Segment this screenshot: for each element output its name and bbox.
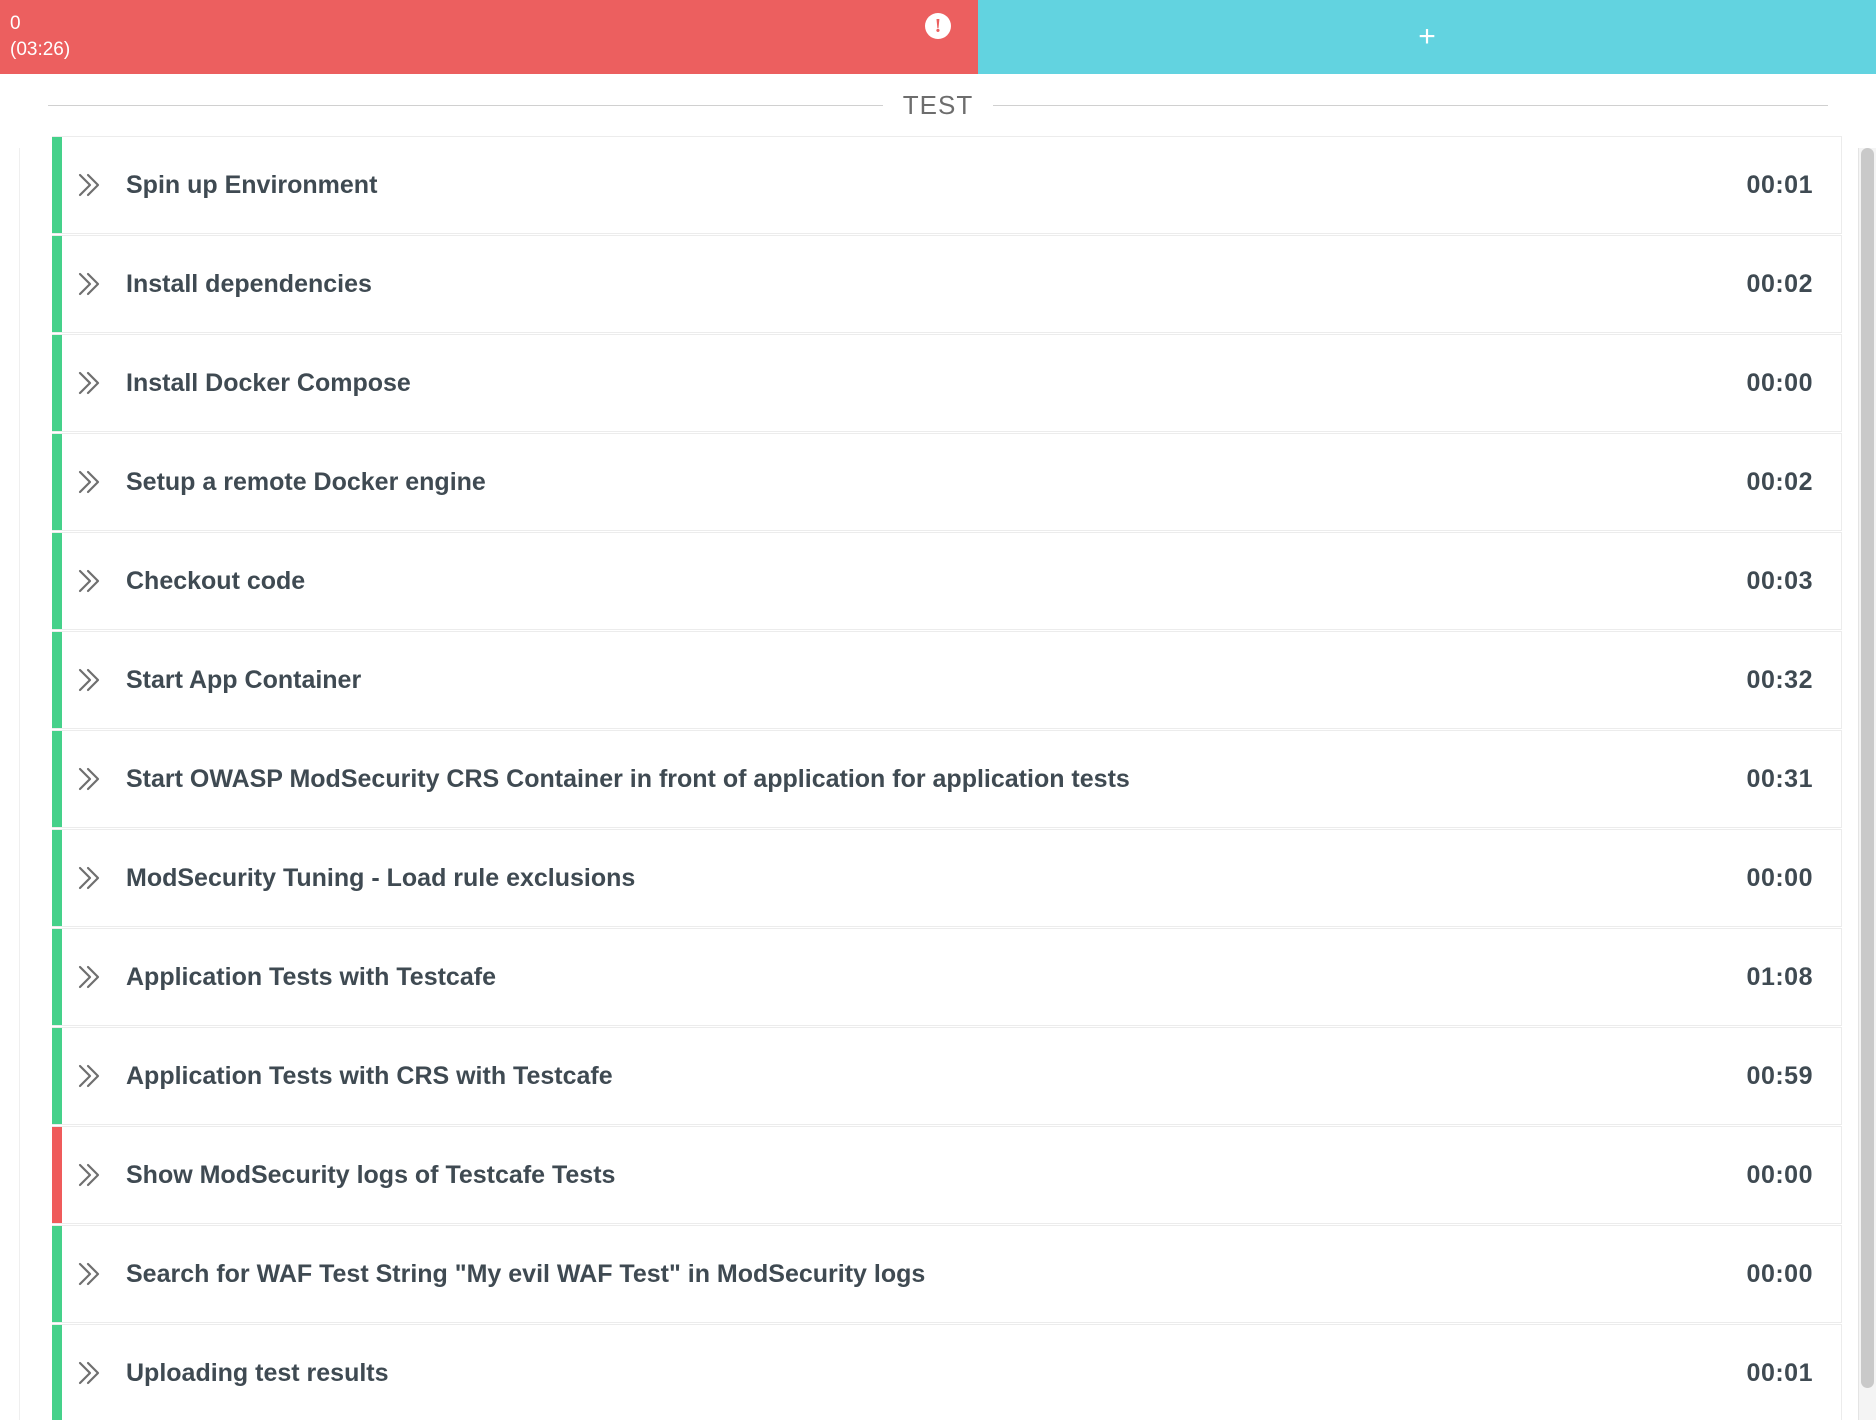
step-row[interactable] <box>52 532 1842 630</box>
step-status-indicator <box>52 335 62 431</box>
step-duration: 00:00 <box>1746 1160 1813 1189</box>
step-duration: 01:08 <box>1746 962 1813 991</box>
chevron-right-icon[interactable] <box>52 368 126 398</box>
stage-title: TEST <box>902 89 974 120</box>
plus-icon: + <box>1418 20 1436 53</box>
chevron-right-icon[interactable] <box>52 863 126 893</box>
step-duration: 00:59 <box>1746 1061 1813 1090</box>
stage-test <box>0 74 1876 1420</box>
step-status-indicator <box>52 632 62 728</box>
step-row[interactable] <box>52 235 1842 333</box>
step-duration: 00:01 <box>1746 1358 1813 1387</box>
step-row[interactable] <box>52 928 1842 1026</box>
step-name: Install dependencies <box>126 269 372 298</box>
step-duration: 00:31 <box>1746 764 1813 793</box>
build-status-tile[interactable] <box>0 0 978 74</box>
step-status-indicator <box>52 731 62 827</box>
chevron-right-icon[interactable] <box>52 1061 126 1091</box>
step-status-indicator <box>52 1028 62 1124</box>
step-name: Application Tests with Testcafe <box>126 962 496 991</box>
step-status-indicator <box>52 236 62 332</box>
step-row[interactable] <box>52 433 1842 531</box>
divider-left <box>48 105 883 106</box>
step-status-indicator <box>52 434 62 530</box>
step-status-indicator <box>52 929 62 1025</box>
step-duration: 00:00 <box>1746 863 1813 892</box>
step-name: Checkout code <box>126 566 306 595</box>
stage-header <box>0 74 1876 136</box>
step-row[interactable] <box>52 631 1842 729</box>
exclamation-circle-icon: ! <box>925 13 951 39</box>
step-status-indicator <box>52 1127 62 1223</box>
step-status-indicator <box>52 1226 62 1322</box>
step-row[interactable] <box>52 1225 1842 1323</box>
step-status-indicator <box>52 137 62 233</box>
step-duration: 00:00 <box>1746 1259 1813 1288</box>
chevron-right-icon[interactable] <box>52 665 126 695</box>
scrollbar-thumb[interactable] <box>1861 148 1874 1388</box>
step-duration: 00:32 <box>1746 665 1813 694</box>
step-name: Show ModSecurity logs of Testcafe Tests <box>126 1160 616 1189</box>
step-duration: 00:01 <box>1746 170 1813 199</box>
step-row[interactable] <box>52 829 1842 927</box>
chevron-right-icon[interactable] <box>52 1259 126 1289</box>
step-name: Install Docker Compose <box>126 368 411 397</box>
chevron-right-icon[interactable] <box>52 1358 126 1388</box>
add-build-button[interactable] <box>978 0 1876 74</box>
build-topbar <box>0 0 1876 74</box>
build-number: 0 <box>10 13 21 35</box>
chevron-right-icon[interactable] <box>52 170 126 200</box>
step-name: Start App Container <box>126 665 362 694</box>
step-row[interactable] <box>52 334 1842 432</box>
step-row[interactable] <box>52 136 1842 234</box>
step-duration: 00:00 <box>1746 368 1813 397</box>
chevron-right-icon[interactable] <box>52 566 126 596</box>
step-row[interactable] <box>52 1324 1842 1420</box>
chevron-right-icon[interactable] <box>52 269 126 299</box>
step-row[interactable] <box>52 1126 1842 1224</box>
vertical-scrollbar[interactable] <box>1858 148 1876 1420</box>
chevron-right-icon[interactable] <box>52 1160 126 1190</box>
step-duration: 00:02 <box>1746 269 1813 298</box>
build-duration: (03:26) <box>10 39 71 60</box>
step-name: Setup a remote Docker engine <box>126 467 486 496</box>
step-status-indicator <box>52 830 62 926</box>
step-name: ModSecurity Tuning - Load rule exclusions <box>126 863 636 892</box>
step-name: Uploading test results <box>126 1358 389 1387</box>
step-status-indicator <box>52 1325 62 1420</box>
chevron-right-icon[interactable] <box>52 467 126 497</box>
divider-right <box>993 105 1828 106</box>
step-duration: 00:03 <box>1746 566 1813 595</box>
step-name: Application Tests with CRS with Testcafe <box>126 1061 613 1090</box>
chevron-right-icon[interactable] <box>52 962 126 992</box>
step-list <box>0 136 1876 1420</box>
step-row[interactable] <box>52 1027 1842 1125</box>
step-row[interactable] <box>52 730 1842 828</box>
step-name: Spin up Environment <box>126 170 378 199</box>
step-duration: 00:02 <box>1746 467 1813 496</box>
step-status-indicator <box>52 533 62 629</box>
step-name: Search for WAF Test String "My evil WAF Test" in ModSecurity logs <box>126 1259 926 1288</box>
step-name: Start OWASP ModSecurity CRS Container in front of application for application tests <box>126 764 1130 793</box>
stage-content <box>0 74 1876 1420</box>
chevron-right-icon[interactable] <box>52 764 126 794</box>
